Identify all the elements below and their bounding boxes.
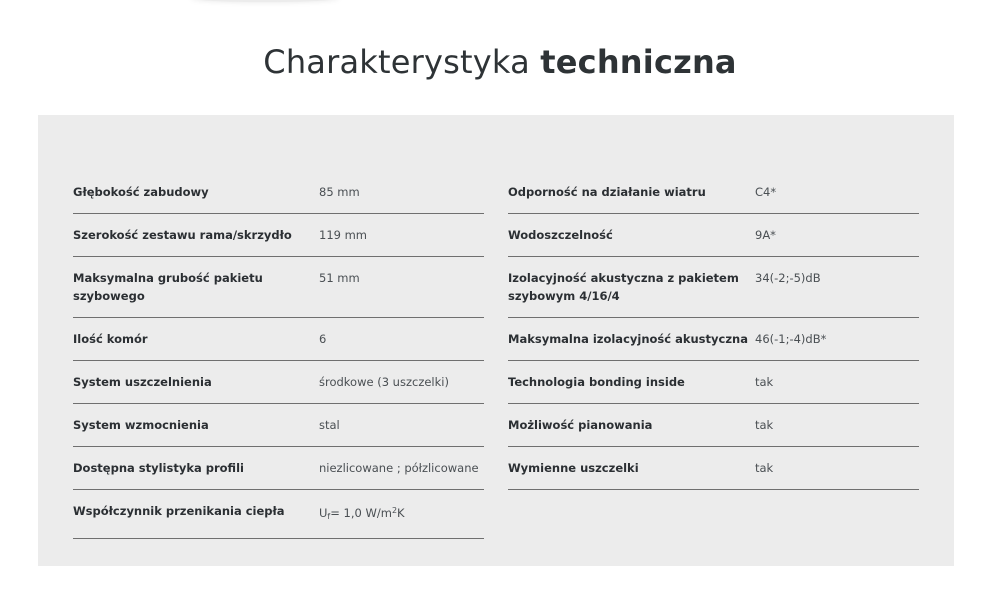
- spec-label: Wodoszczelność: [508, 228, 613, 242]
- value-superscript: 2: [391, 506, 398, 515]
- spec-row: [73, 318, 484, 361]
- spec-label: Dostępna stylistyka profili: [73, 461, 244, 475]
- spec-label: Ilość komór: [73, 332, 148, 346]
- spec-row: [73, 171, 484, 214]
- spec-value: tak: [755, 461, 774, 475]
- spec-label: Maksymalna izolacyjność akustyczna: [508, 332, 748, 346]
- spec-label: Możliwość pianowania: [508, 418, 653, 432]
- specs-panel: [38, 115, 954, 566]
- spec-row: [508, 447, 919, 490]
- spec-row: [73, 404, 484, 447]
- spec-row: [508, 404, 919, 447]
- spec-row: [73, 447, 484, 490]
- spec-value: 51 mm: [319, 271, 360, 285]
- spec-label: Współczynnik przenikania ciepła: [73, 504, 285, 518]
- section-title: [0, 40, 1000, 84]
- specs-column-left: [73, 171, 484, 539]
- decorative-shadow: [190, 0, 340, 2]
- section-title-bold: techniczna: [540, 43, 737, 81]
- spec-label: System wzmocnienia: [73, 418, 209, 432]
- spec-value: tak: [755, 375, 774, 389]
- spec-value: niezlicowane ; półzlicowane: [319, 461, 479, 475]
- spec-label: Głębokość zabudowy: [73, 185, 209, 199]
- spec-row: [73, 361, 484, 404]
- spec-row: [508, 361, 919, 404]
- spec-row: [508, 257, 919, 318]
- spec-value: 6: [319, 332, 327, 346]
- spec-label: Wymienne uszczelki: [508, 461, 639, 475]
- spec-row: [73, 490, 484, 539]
- value-suffix: K: [397, 506, 405, 520]
- spec-value: środkowe (3 uszczelki): [319, 375, 449, 389]
- spec-row: [508, 214, 919, 257]
- spec-value: 9A*: [755, 228, 776, 242]
- spec-label: Odporność na działanie wiatru: [508, 185, 706, 199]
- spec-value: 85 mm: [319, 185, 360, 199]
- spec-value: 34(-2;-5)dB: [755, 271, 821, 285]
- spec-label: Technologia bonding inside: [508, 375, 685, 389]
- spec-value: C4*: [755, 185, 777, 199]
- spec-row: [73, 257, 484, 318]
- value-prefix: U: [319, 506, 328, 520]
- spec-label: System uszczelnienia: [73, 375, 212, 389]
- value-middle: = 1,0 W/m: [330, 506, 392, 520]
- specs-column-right: [508, 171, 919, 490]
- section-title-light: Charakterystyka: [263, 43, 530, 81]
- spec-label: Szerokość zestawu rama/skrzydło: [73, 228, 292, 242]
- spec-value: stal: [319, 418, 340, 432]
- spec-label: Maksymalna grubość pakietu szybowego: [73, 271, 263, 303]
- spec-value: 119 mm: [319, 228, 368, 242]
- spec-value: tak: [755, 418, 774, 432]
- spec-value-heat-transfer: [319, 502, 405, 526]
- spec-label: Izolacyjność akustyczna z pakietem szybowym 4/16/4: [508, 271, 739, 303]
- spec-value: 46(-1;-4)dB*: [755, 332, 827, 346]
- spec-row: [508, 171, 919, 214]
- spec-row: [73, 214, 484, 257]
- spec-row: [508, 318, 919, 361]
- value-subscript: f: [327, 512, 331, 521]
